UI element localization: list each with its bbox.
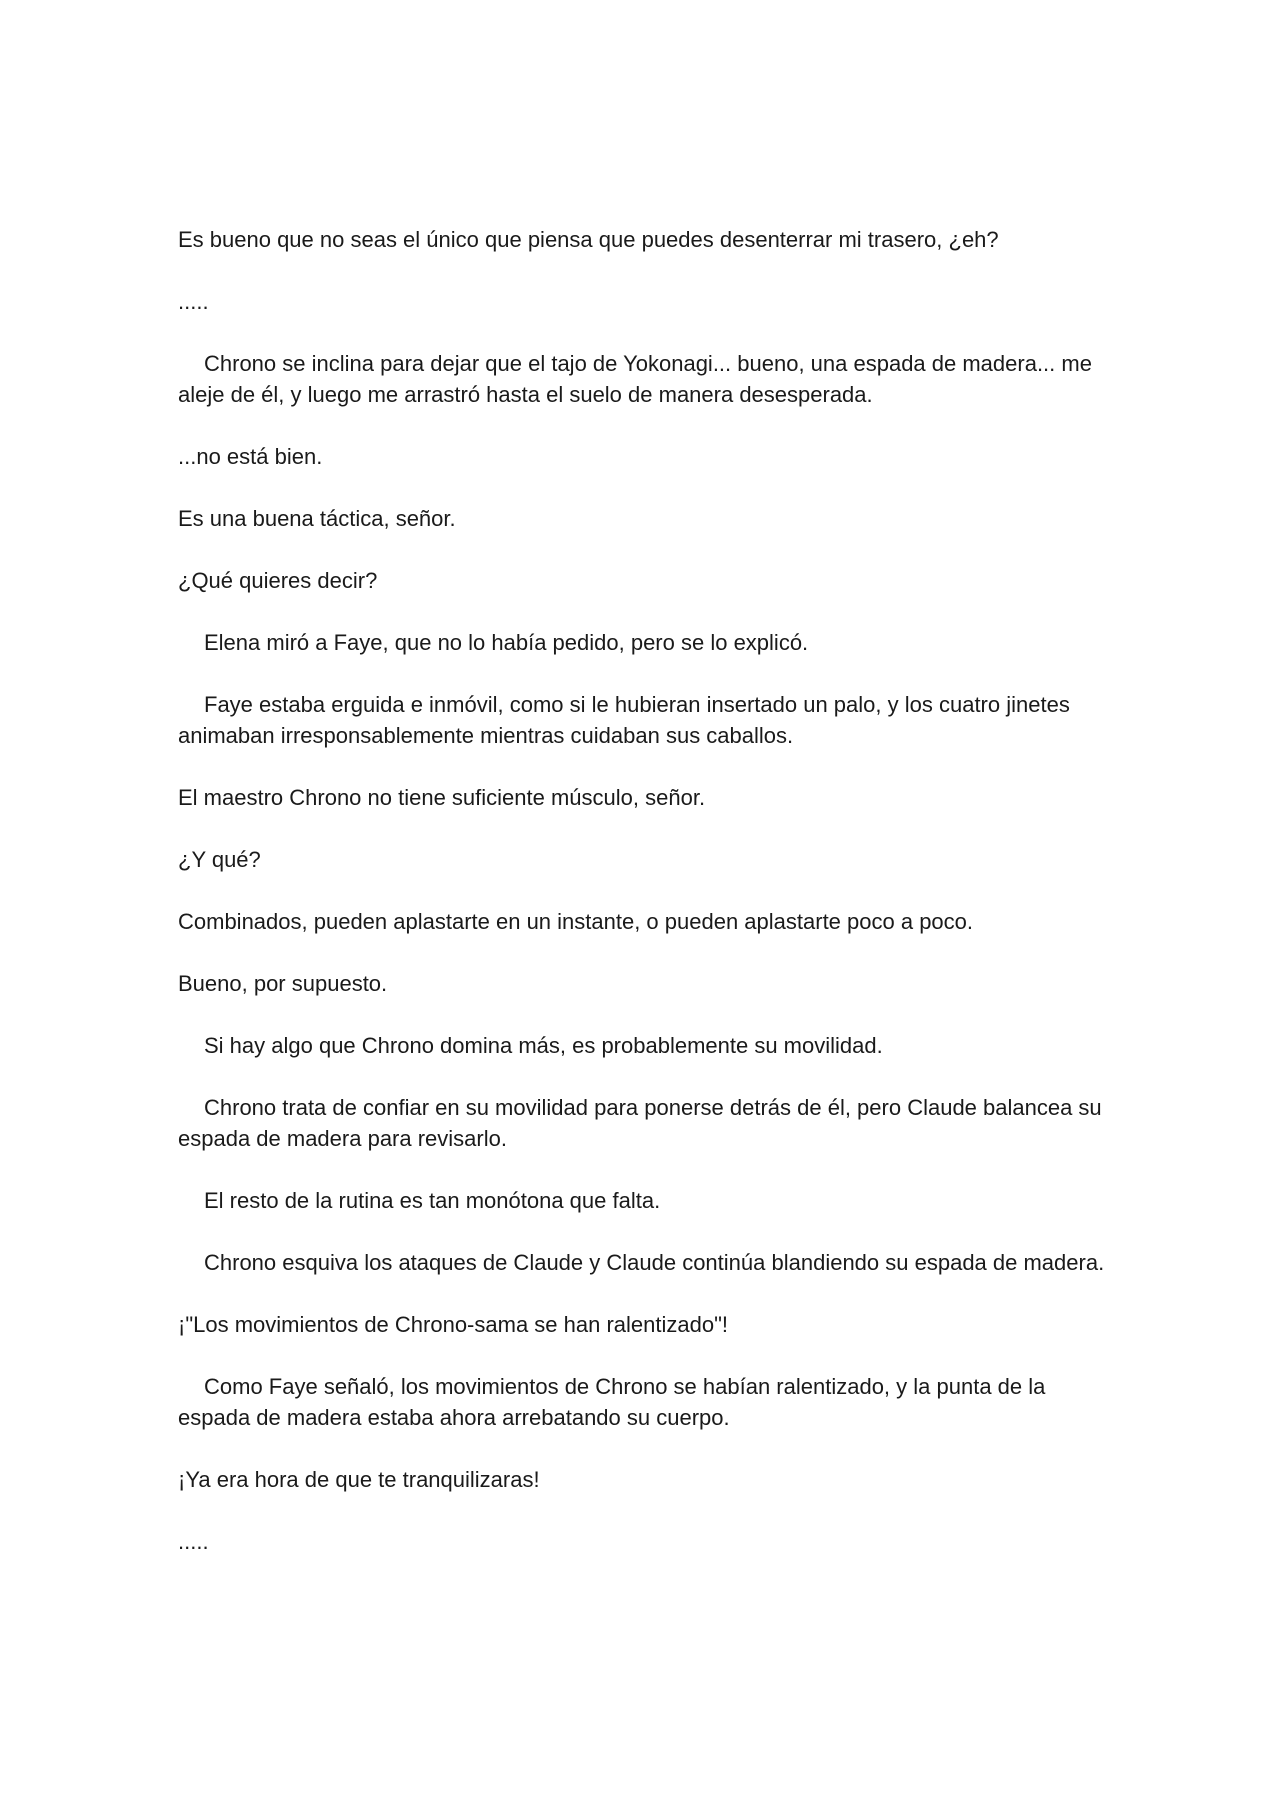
paragraph: Combinados, pueden aplastarte en un instante, o pueden aplastarte poco a poco. — [178, 909, 974, 934]
paragraph: Es bueno que no seas el único que piensa que puedes desenterrar mi trasero, ¿eh? — [178, 227, 999, 252]
paragraph: ¡"Los movimientos de Chrono-sama se han ralentizado"! — [178, 1312, 728, 1337]
paragraph: ¿Y qué? — [178, 847, 261, 872]
paragraph: Elena miró a Faye, que no lo había pedido, pero se lo explicó. — [204, 630, 809, 655]
paragraph: Como Faye señaló, los movimientos de Chrono se habían ralentizado, y la punta de la espada de madera estaba ahora arrebatando su cuerpo. — [178, 1374, 1046, 1430]
paragraph: ¡Ya era hora de que te tranquilizaras! — [178, 1467, 540, 1492]
paragraph: Chrono esquiva los ataques de Claude y Claude continúa blandiendo su espada de madera. — [204, 1250, 1105, 1275]
paragraph: ...no está bien. — [178, 444, 323, 469]
paragraph: El maestro Chrono no tiene suficiente músculo, señor. — [178, 785, 706, 810]
paragraph: ..... — [178, 1529, 209, 1554]
paragraph: El resto de la rutina es tan monótona que falta. — [204, 1188, 661, 1213]
paragraph: Chrono se inclina para dejar que el tajo de Yokonagi... bueno, una espada de madera... me aleje de él, y luego me arrastró hasta el suelo de manera desesperada. — [178, 351, 1092, 407]
paragraph: Si hay algo que Chrono domina más, es probablemente su movilidad. — [204, 1033, 883, 1058]
paragraph: Faye estaba erguida e inmóvil, como si le hubieran insertado un palo, y los cuatro jinetes animaban irresponsablemente mientras cuidaban sus caballos. — [178, 692, 1070, 748]
paragraph: Es una buena táctica, señor. — [178, 506, 456, 531]
body-text — [178, 224, 1108, 1588]
paragraph: Bueno, por supuesto. — [178, 971, 388, 996]
paragraph: ¿Qué quieres decir? — [178, 568, 378, 593]
paragraph: Chrono trata de confiar en su movilidad para ponerse detrás de él, pero Claude balancea su espada de madera para revisarlo. — [178, 1095, 1102, 1151]
paragraph: ..... — [178, 289, 209, 314]
